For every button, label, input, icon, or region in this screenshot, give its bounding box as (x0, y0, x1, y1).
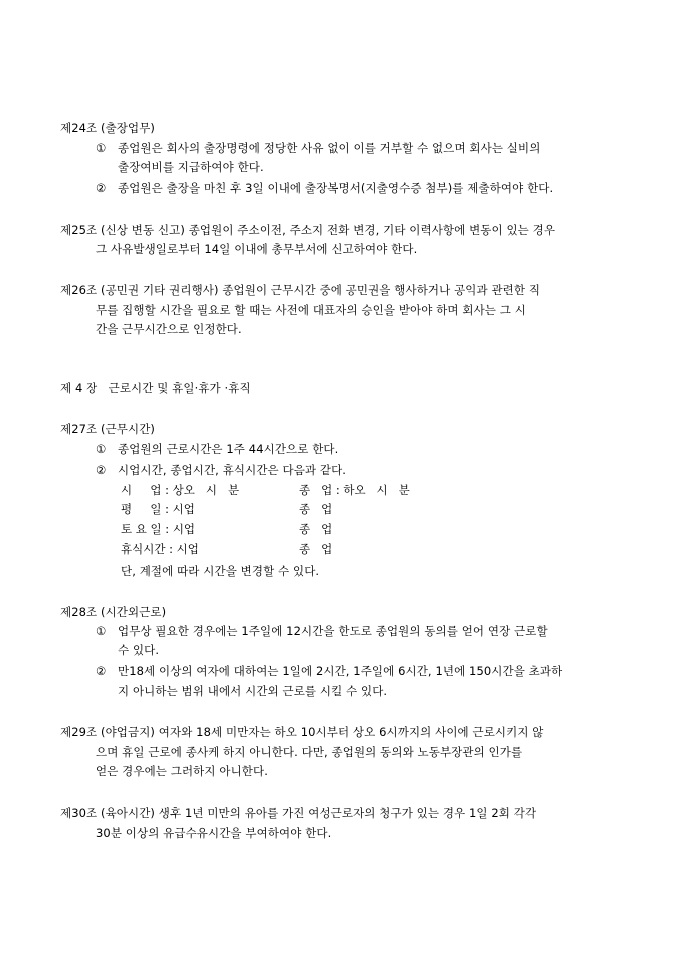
article-26-line-1: 제26조 (공민권 기타 권리행사) 종업원이 근무시간 중에 공민권을 행사하거나 공익과 관련한 직 (60, 283, 541, 297)
article-24-item-2 (96, 181, 553, 195)
item-number: ② (96, 463, 107, 477)
article-29-line-2: 으며 휴일 근로에 종사케 하지 아니한다. 다만, 종업원의 동의와 노동부장관의 인가를 (96, 745, 523, 759)
article-28-heading: 제28조 (시간외근로) (60, 605, 167, 619)
item-number: ② (96, 664, 107, 678)
chapter-4-title: 제 4 장 근로시간 및 휴일·휴가 ·휴직 (60, 381, 251, 395)
article-28-item-2-continued: 지 아니하는 범위 내에서 시간외 근로를 시킬 수 있다. (118, 684, 388, 698)
article-24-item-1-continued: 출장여비를 지급하여야 한다. (118, 160, 264, 174)
article-27-item-1 (96, 442, 338, 456)
article-30-line-1: 제30조 (육아시간) 생후 1년 미만의 유아를 가진 여성근로자의 청구가 있는 경우 1일 2회 각각 (60, 806, 537, 820)
article-27-heading: 제27조 (근무시간) (60, 422, 156, 436)
article-27-item-2 (96, 463, 346, 477)
item-text: 업무상 필요한 경우에는 1주일에 12시간을 한도로 종업원의 동의를 얻어 연장 근로할 (118, 624, 548, 638)
table-cell-left: 휴식시간 : 시업 (121, 542, 199, 556)
table-cell-left: 시 업 : 상오 시 분 (121, 483, 240, 497)
item-text: 만18세 이상의 여자에 대하여는 1일에 2시간, 1주일에 6시간, 1년에 150시간을 초과하 (118, 664, 563, 678)
item-number: ① (96, 141, 107, 155)
item-text: 종업원은 회사의 출장명령에 정당한 사유 없이 이를 거부할 수 없으며 회사는 실비의 (118, 141, 541, 155)
table-cell-right: 종 업 (299, 502, 333, 516)
article-29-line-3: 얻은 경우에는 그러하지 아니한다. (96, 764, 268, 778)
article-28-item-1-continued: 수 있다. (118, 643, 160, 657)
item-text: 시업시간, 종업시간, 휴식시간은 다음과 같다. (118, 463, 347, 477)
item-number: ① (96, 442, 107, 456)
article-29-line-1: 제29조 (야업금지) 여자와 18세 미만자는 하오 10시부터 상오 6시까지의 사이에 근로시키지 않 (60, 725, 544, 739)
table-cell-left: 평 일 : 시업 (121, 502, 195, 516)
work-hours-table (121, 483, 521, 563)
table-cell-right: 종 업 (299, 522, 333, 536)
article-28-item-2 (96, 664, 562, 678)
article-28-item-1 (96, 624, 548, 638)
table-cell-right: 종 업 : 하오 시 분 (299, 483, 410, 497)
article-26-line-2: 무를 집행할 시간을 필요로 할 때는 사전에 대표자의 승인을 받아야 하며 회사는 그 시 (96, 303, 526, 317)
table-cell-left: 토 요 일 : 시업 (121, 522, 196, 536)
article-30-line-2: 30분 이상의 유급수유시간을 부여하여야 한다. (96, 826, 332, 840)
item-number: ① (96, 624, 107, 638)
item-number: ② (96, 181, 107, 195)
article-26-line-3: 간을 근무시간으로 인정한다. (96, 322, 242, 336)
article-24-item-1 (96, 141, 540, 155)
table-cell-right: 종 업 (299, 542, 333, 556)
article-24-heading: 제24조 (출장업무) (60, 121, 156, 135)
article-25-line-1: 제25조 (신상 변동 신고) 종업원이 주소이전, 주소지 전화 변경, 기타 이력사항에 변동이 있는 경우 (60, 223, 556, 237)
article-27-note: 단, 계절에 따라 시간을 변경할 수 있다. (121, 564, 320, 578)
item-text: 종업원은 출장을 마친 후 3일 이내에 출장복명서(지출영수증 첨부)를 제출하여야 한다. (118, 181, 554, 195)
item-text: 종업원의 근로시간은 1주 44시간으로 한다. (118, 442, 339, 456)
article-25-line-2: 그 사유발생일로부터 14일 이내에 총무부서에 신고하여야 한다. (96, 242, 418, 256)
